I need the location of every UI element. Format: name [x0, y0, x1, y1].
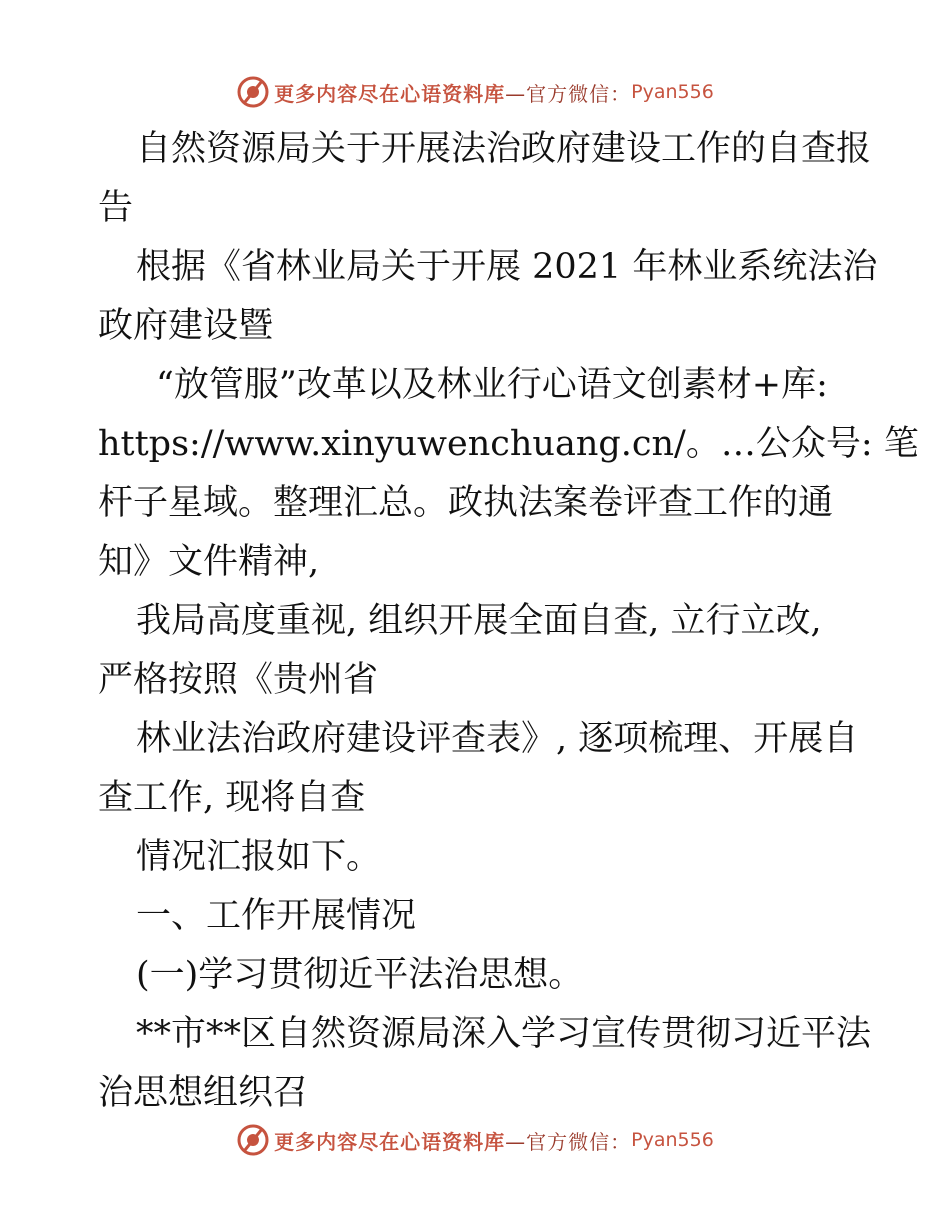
paragraph-line: 治思想组织召: [98, 1073, 309, 1113]
doc-title-line-2: 告: [98, 188, 134, 228]
banner-wechat-label: —官方微信：: [505, 81, 632, 106]
pen-logo-icon: [236, 1123, 270, 1157]
footer-watermark: [0, 1120, 950, 1160]
paragraph-line: 情况汇报如下。: [136, 837, 382, 877]
paragraph-line: 林业法治政府建设评查表》, 逐项梳理、开展自: [136, 719, 859, 759]
document-body: [98, 120, 919, 1123]
paragraph-line: 我局高度重视, 组织开展全面自查, 立行立改,: [136, 601, 822, 641]
paragraph-line: 知》文件精神,: [98, 542, 320, 582]
banner-library-text: 更多内容尽在心语资料库: [274, 1129, 506, 1154]
paragraph-line: 严格按照《贵州省: [98, 660, 379, 700]
section-heading: 一、工作开展情况: [136, 896, 417, 936]
subsection-heading: (一)学习贯彻近平法治思想。: [136, 955, 584, 995]
paragraph-line: https://www.xinyuwenchuang.cn/。…公众号: 笔: [98, 424, 919, 464]
banner-wechat-id: Pyan556: [631, 1129, 714, 1151]
paragraph-line: 杆子星域。整理汇总。政执法案卷评查工作的通: [98, 483, 834, 523]
paragraph-line: **市**区自然资源局深入学习宣传贯彻习近平法: [136, 1014, 872, 1054]
pen-logo-icon: [236, 75, 270, 109]
paragraph-line: “放管服”改革以及林业行心语文创素材+库:: [156, 365, 828, 405]
banner-wechat-id: Pyan556: [631, 81, 714, 103]
doc-title-line-1: 自然资源局关于开展法治政府建设工作的自查报: [136, 129, 872, 169]
banner-wechat-label: —官方微信：: [505, 1129, 632, 1154]
banner-library-text: 更多内容尽在心语资料库: [274, 81, 506, 106]
paragraph-line: 查工作, 现将自查: [98, 778, 366, 818]
header-watermark: [0, 72, 950, 112]
paragraph-line: 政府建设暨: [98, 306, 274, 346]
paragraph-line: 根据《省林业局关于开展 2021 年林业系统法治: [136, 247, 878, 287]
